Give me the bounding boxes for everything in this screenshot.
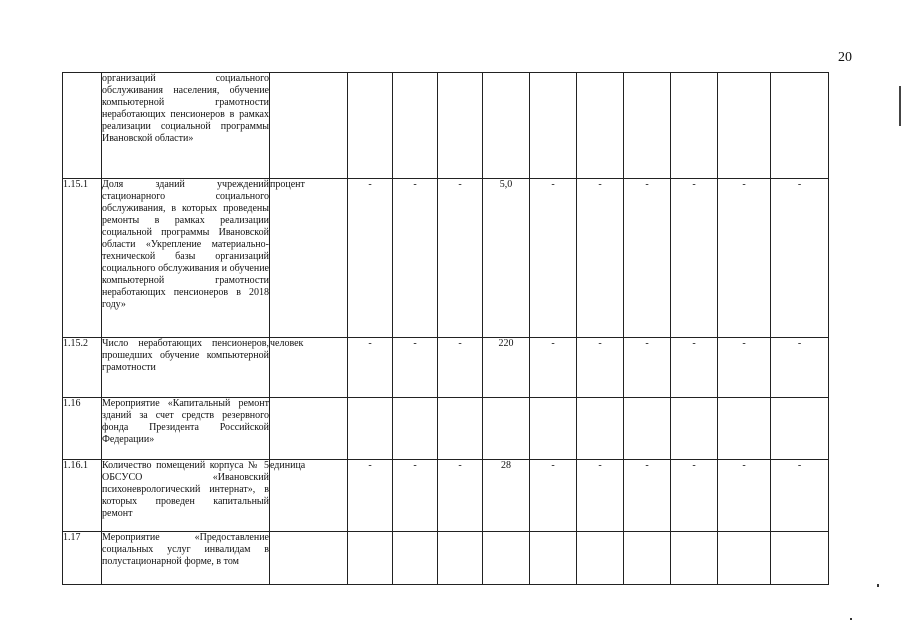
row-number: 1.16 bbox=[63, 398, 102, 460]
value-cell: - bbox=[530, 338, 577, 398]
value-cell bbox=[771, 73, 829, 179]
table-row bbox=[63, 460, 829, 532]
value-cell: - bbox=[624, 338, 671, 398]
value-cell: - bbox=[438, 179, 483, 338]
value-cell: - bbox=[530, 460, 577, 532]
value-cell bbox=[718, 73, 771, 179]
value-cell: - bbox=[348, 460, 393, 532]
value-cell bbox=[718, 398, 771, 460]
value-cell bbox=[577, 398, 624, 460]
value-cell: 28 bbox=[483, 460, 530, 532]
value-cell bbox=[624, 73, 671, 179]
value-cell: - bbox=[393, 460, 438, 532]
indicators-table bbox=[62, 72, 829, 585]
table-row bbox=[63, 338, 829, 398]
value-cell bbox=[577, 532, 624, 585]
row-description: Количество помещений корпуса № 5 ОБСУСО «Ивановский психоневрологический интернат», в которых проведен капитальный ремонт bbox=[102, 460, 270, 532]
value-cell bbox=[671, 73, 718, 179]
value-cell: - bbox=[438, 460, 483, 532]
value-cell bbox=[624, 398, 671, 460]
table-row bbox=[63, 179, 829, 338]
value-cell: - bbox=[718, 460, 771, 532]
value-cell: - bbox=[671, 338, 718, 398]
value-cell: - bbox=[624, 460, 671, 532]
value-cell bbox=[577, 73, 624, 179]
table-row bbox=[63, 398, 829, 460]
value-cell: - bbox=[771, 338, 829, 398]
value-cell: - bbox=[718, 338, 771, 398]
value-cell: - bbox=[348, 338, 393, 398]
value-cell bbox=[438, 532, 483, 585]
value-cell: - bbox=[577, 179, 624, 338]
table-row bbox=[63, 532, 829, 585]
row-description: Мероприятие «Предоставление социальных услуг инвалидам в полустационарной форме, в том bbox=[102, 532, 270, 585]
value-cell bbox=[671, 398, 718, 460]
value-cell bbox=[771, 398, 829, 460]
row-number: 1.15.2 bbox=[63, 338, 102, 398]
value-cell bbox=[483, 532, 530, 585]
value-cell: - bbox=[718, 179, 771, 338]
value-cell bbox=[718, 532, 771, 585]
value-cell bbox=[438, 73, 483, 179]
value-cell bbox=[393, 398, 438, 460]
row-unit: человек bbox=[270, 338, 348, 398]
row-description: Доля зданий учреждений стационарного социального обслуживания, в которых проведены ремонты в рамках реализации социальной программы Ивановской области «Укрепление материально-технической базы организаций социального обслуживания и обучение компьютерной грамотности неработающих пенсионеров в 2018 году» bbox=[102, 179, 270, 338]
row-unit: единица bbox=[270, 460, 348, 532]
value-cell: - bbox=[438, 338, 483, 398]
value-cell bbox=[530, 398, 577, 460]
row-description: Мероприятие «Капитальный ремонт зданий за счет средств резервного фонда Президента Российской Федерации» bbox=[102, 398, 270, 460]
row-number: 1.17 bbox=[63, 532, 102, 585]
table-row bbox=[63, 73, 829, 179]
row-unit bbox=[270, 532, 348, 585]
value-cell bbox=[483, 398, 530, 460]
value-cell: - bbox=[577, 338, 624, 398]
row-unit bbox=[270, 398, 348, 460]
value-cell: - bbox=[671, 460, 718, 532]
value-cell: - bbox=[577, 460, 624, 532]
value-cell bbox=[671, 532, 718, 585]
page-number: 20 bbox=[838, 50, 852, 65]
value-cell: - bbox=[771, 460, 829, 532]
value-cell: 5,0 bbox=[483, 179, 530, 338]
value-cell: - bbox=[671, 179, 718, 338]
value-cell: - bbox=[530, 179, 577, 338]
row-number bbox=[63, 73, 102, 179]
value-cell: - bbox=[393, 338, 438, 398]
scan-speck bbox=[850, 618, 852, 620]
value-cell: - bbox=[348, 179, 393, 338]
row-description: организаций социального обслуживания населения, обучение компьютерной грамотности неработающих пенсионеров в рамках реализации социальной программы Ивановской области» bbox=[102, 73, 270, 179]
value-cell bbox=[483, 73, 530, 179]
value-cell bbox=[393, 532, 438, 585]
scan-edge-mark bbox=[899, 86, 901, 126]
value-cell bbox=[530, 73, 577, 179]
value-cell bbox=[624, 532, 671, 585]
value-cell bbox=[348, 532, 393, 585]
value-cell bbox=[771, 532, 829, 585]
row-description: Число неработающих пенсионеров, прошедших обучение компьютерной грамотности bbox=[102, 338, 270, 398]
row-unit bbox=[270, 73, 348, 179]
row-number: 1.15.1 bbox=[63, 179, 102, 338]
value-cell bbox=[438, 398, 483, 460]
value-cell: - bbox=[771, 179, 829, 338]
value-cell: - bbox=[624, 179, 671, 338]
value-cell bbox=[348, 73, 393, 179]
scan-speck bbox=[877, 584, 879, 587]
value-cell: - bbox=[393, 179, 438, 338]
value-cell: 220 bbox=[483, 338, 530, 398]
value-cell bbox=[393, 73, 438, 179]
value-cell bbox=[530, 532, 577, 585]
value-cell bbox=[348, 398, 393, 460]
row-number: 1.16.1 bbox=[63, 460, 102, 532]
row-unit: процент bbox=[270, 179, 348, 338]
